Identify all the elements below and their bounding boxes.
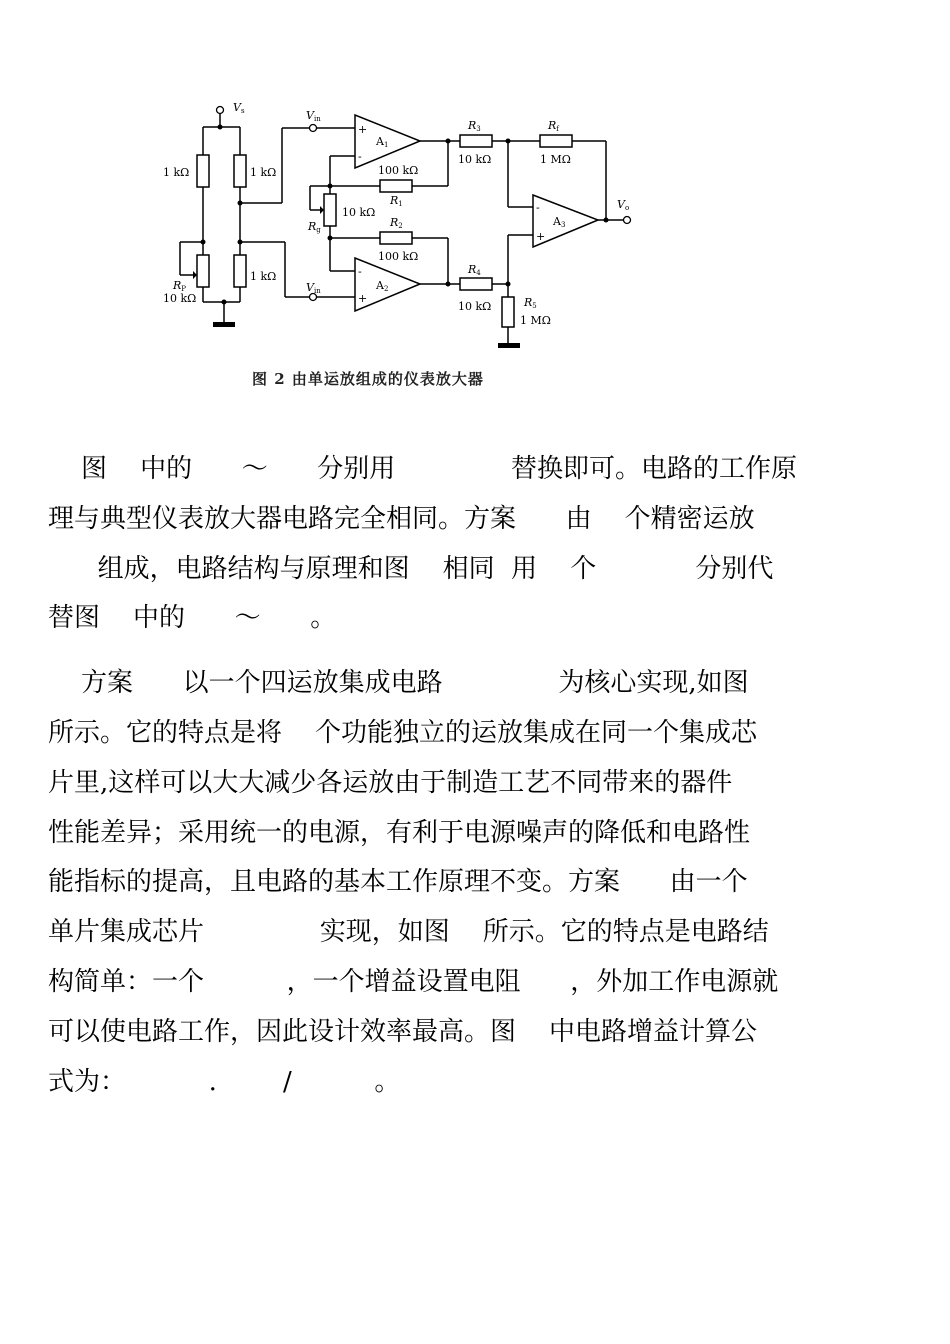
paragraph-line: 所示。它的特点是将 个功能独立的运放集成在同一个集成芯	[48, 718, 758, 748]
vo-label: Vo	[617, 198, 630, 212]
r-left-value: 1 kΩ	[163, 166, 190, 179]
rf-label: Rf	[548, 119, 559, 133]
a2-minus: -	[358, 265, 362, 278]
paragraph-line: 片里,这样可以大大减少各运放由于制造工艺不同带来的器件	[48, 768, 733, 798]
rp-value: 10 kΩ	[163, 292, 197, 305]
r1-label: R1	[390, 194, 403, 208]
r3-value: 10 kΩ	[458, 153, 492, 166]
paragraph-line: 组成，电路结构与原理和图 相同 用 个 分别代	[48, 554, 774, 584]
a1-plus: +	[358, 123, 368, 136]
r5-value: 1 MΩ	[520, 314, 551, 327]
r-mid-top-value: 1 kΩ	[250, 166, 277, 179]
a2-label: A2	[376, 279, 389, 293]
rg-value: 10 kΩ	[342, 206, 376, 219]
paragraph-line: 替图 中的 ～ 。	[48, 603, 337, 633]
r3-label: R3	[468, 119, 481, 133]
r4-value: 10 kΩ	[458, 300, 492, 313]
instrumentation-amplifier-circuit-diagram	[150, 95, 640, 360]
a3-minus: -	[536, 201, 540, 214]
rg-label: Rg	[308, 220, 321, 234]
r2-label: R2	[390, 216, 403, 230]
a3-plus: +	[536, 230, 546, 243]
paragraph-line: 构简单：一个 ，一个增益设置电阻 ，外加工作电源就	[48, 967, 779, 997]
a3-label: A3	[553, 215, 566, 229]
paragraph-line: 式为： . / 。	[48, 1067, 401, 1097]
paragraph-line: 可以使电路工作，因此设计效率最高。图 中电路增益计算公	[48, 1017, 758, 1047]
figure-caption: 图 2 由单运放组成的仪表放大器	[252, 370, 484, 388]
r4-label: R4	[468, 263, 481, 277]
rp-label: RP	[173, 279, 187, 293]
r-mid-bottom-value: 1 kΩ	[250, 270, 277, 283]
paragraph-line: 图 中的 ～ 分别用 替换即可。电路的工作原	[48, 454, 797, 484]
r2-value: 100 kΩ	[378, 250, 419, 263]
a1-minus: -	[358, 150, 362, 163]
vin-top-label: Vin	[306, 109, 321, 123]
rf-value: 1 MΩ	[540, 153, 571, 166]
vin-bottom-label: Vin	[306, 281, 321, 295]
paragraph-line: 能指标的提高，且电路的基本工作原理不变。方案 由一个	[48, 867, 748, 897]
paragraph-line: 方案 以一个四运放集成电路 为核心实现,如图	[48, 668, 749, 698]
paragraph-line: 理与典型仪表放大器电路完全相同。方案 由 个精密运放	[48, 504, 755, 534]
a1-label: A1	[376, 135, 389, 149]
paragraph-line: 性能差异；采用统一的电源，有利于电源噪声的降低和电路性	[48, 818, 751, 848]
paragraph-line: 单片集成芯片 实现，如图 所示。它的特点是电路结	[48, 917, 769, 947]
vs-label: Vs	[233, 101, 245, 115]
r5-label: R5	[524, 296, 537, 310]
a2-plus: +	[358, 292, 368, 305]
r1-value: 100 kΩ	[378, 164, 419, 177]
